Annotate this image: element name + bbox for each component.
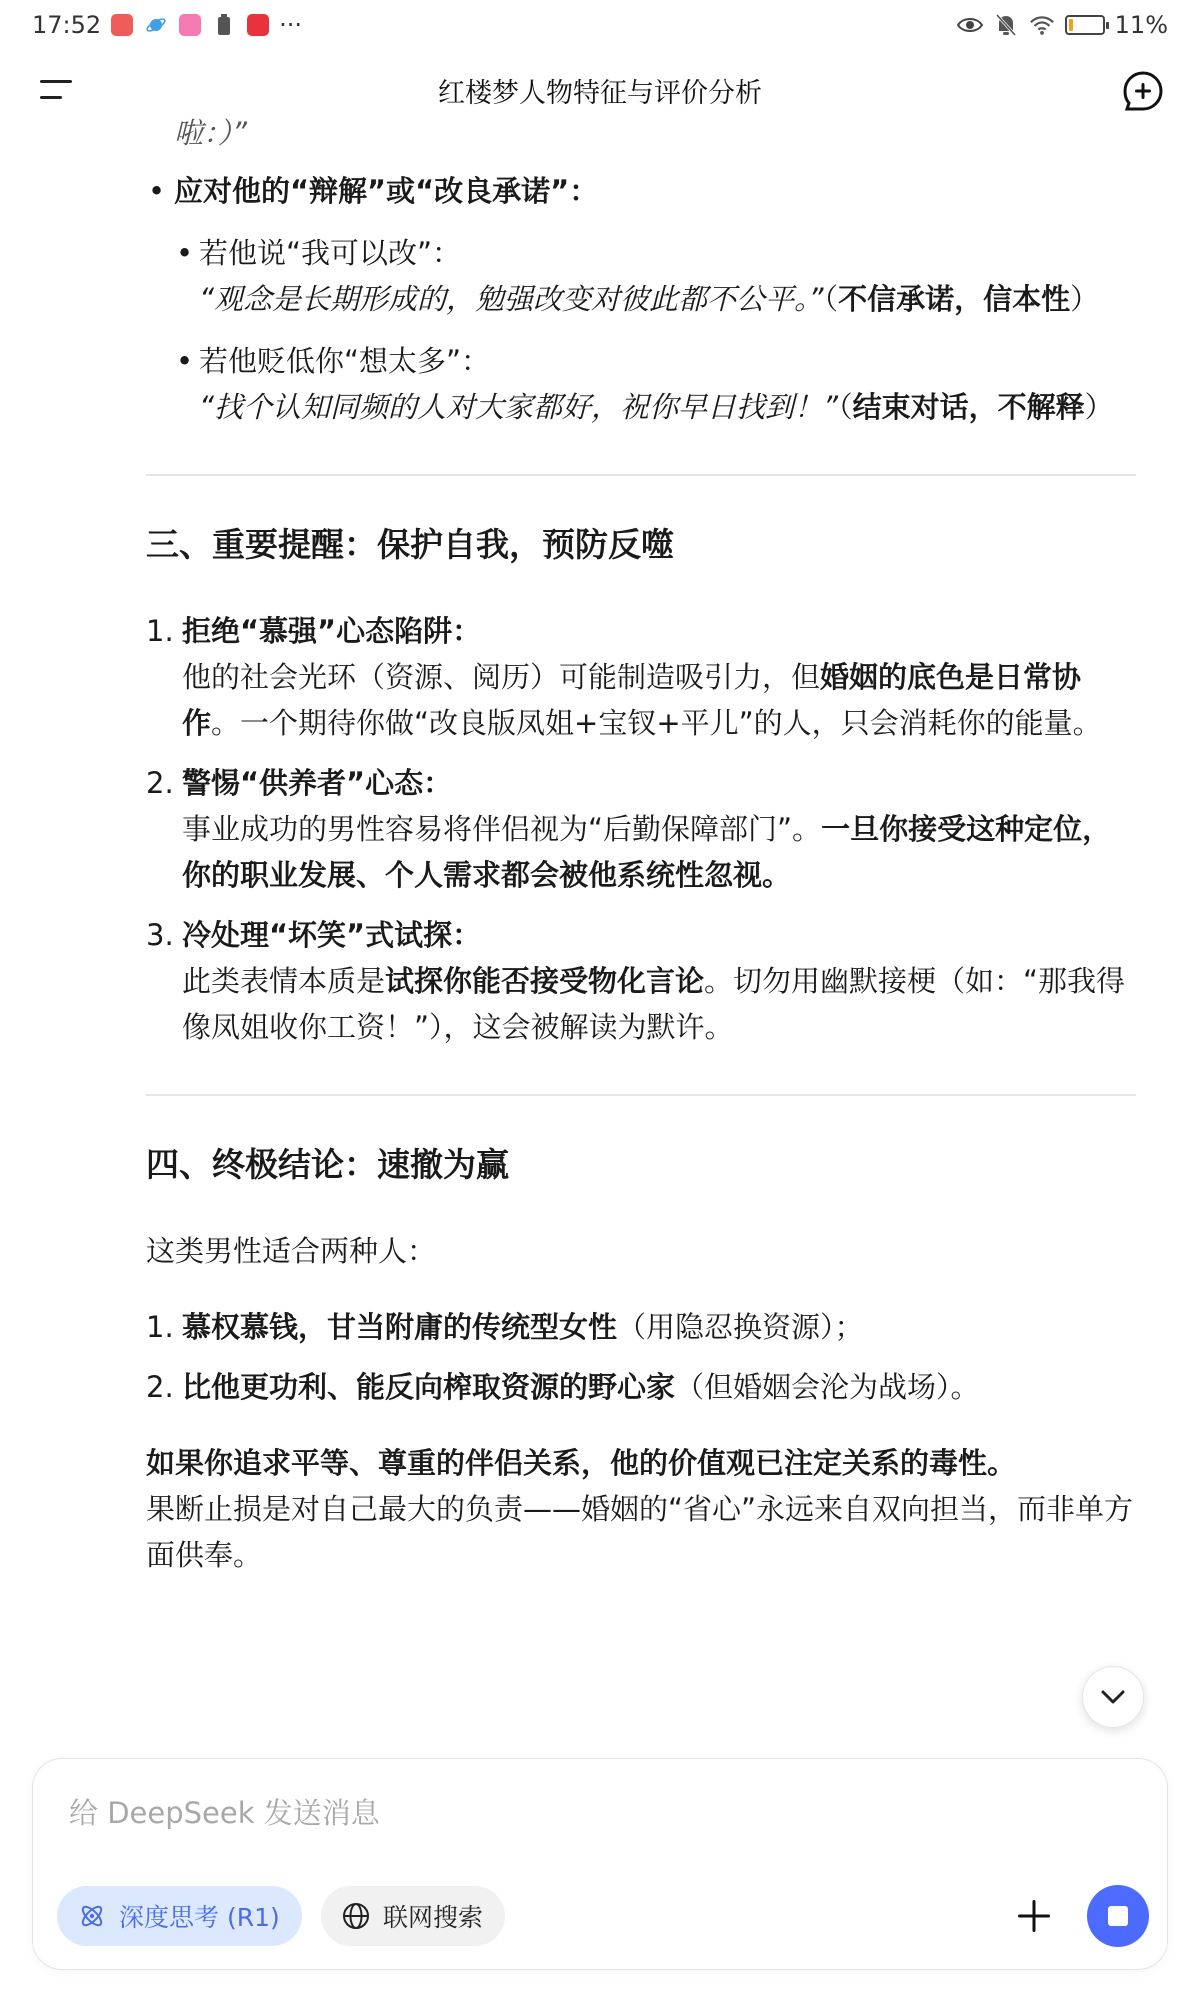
scroll-to-bottom-button[interactable]	[1082, 1666, 1144, 1728]
conclusion: 如果你追求平等、尊重的伴侣关系，他的价值观已注定关系的毒性。 果断止损是对自己最大的负责——婚姻的“省心”永远来自双向担当，而非单方面供奉。	[146, 1446, 1134, 1572]
page-title: 红楼梦人物特征与评价分析	[438, 77, 762, 109]
response-heading: • 应对他的“辩解”或“改良承诺”：	[146, 168, 1136, 214]
menu-button[interactable]	[36, 74, 76, 106]
web-search-label: 联网搜索	[383, 1903, 484, 1932]
deep-think-label: 深度思考 (R1)	[119, 1903, 280, 1932]
mute-bell-icon	[993, 12, 1019, 38]
stop-icon	[1108, 1906, 1128, 1926]
menu-icon	[36, 74, 76, 106]
more-notifications: ···	[279, 11, 303, 39]
section-heading: 三、重要提醒：保护自我，预防反噬	[146, 525, 674, 564]
list-item: 1. 拒绝“慕强”心态陷阱： 他的社会光环（资源、阅历）可能制造吸引力，但婚姻的底色是日常协作。一个期待你做“改良版凤姐+宝钗+平儿”的人，只会消耗你的能量。	[146, 614, 1102, 740]
status-time: 17:52	[32, 11, 102, 39]
assistant-message	[146, 110, 1136, 1750]
app-notification-icon	[111, 14, 133, 36]
battery-level-fill	[1069, 19, 1073, 31]
message-input[interactable]	[69, 1791, 1129, 1835]
web-search-toggle[interactable]	[321, 1886, 505, 1946]
deep-think-toggle[interactable]	[57, 1886, 302, 1946]
stop-generation-button[interactable]	[1087, 1885, 1149, 1947]
attach-button[interactable]	[1011, 1893, 1057, 1939]
atom-icon	[77, 1901, 107, 1931]
battery-icon	[1065, 15, 1105, 35]
list-item: 1. 慕权慕钱，甘当附庸的传统型女性（用隐忍换资源）；	[146, 1310, 864, 1344]
plus-icon	[1015, 1897, 1053, 1935]
chevron-down-icon	[1100, 1689, 1126, 1705]
list-item: • 若他贬低你“想太多”： “找个认知同频的人对大家都好，祝你早日找到！”（结束对话，不解释）	[146, 338, 1136, 430]
new-chat-icon	[1120, 68, 1166, 114]
quote-tail: 啦：）”	[174, 116, 248, 150]
planet-app-icon	[143, 12, 169, 38]
wifi-icon	[1029, 12, 1055, 38]
battery-saver-icon	[211, 12, 237, 38]
list-item: 3. 冷处理“坏笑”式试探： 此类表情本质是试探你能否接受物化言论。切勿用幽默接梗（如：“那我得像凤姐收你工资！”），这会被解读为默许。	[146, 918, 1126, 1044]
section-heading: 四、终极结论：速撤为赢	[146, 1145, 509, 1184]
video-app-icon	[179, 14, 201, 36]
battery-percent: 11%	[1114, 11, 1168, 39]
globe-icon	[341, 1901, 371, 1931]
list-item: 2. 比他更功利、能反向榨取资源的野心家（但婚姻会沦为战场）。	[146, 1370, 980, 1404]
section-intro: 这类男性适合两种人：	[146, 1234, 437, 1268]
list-item: 2. 警惕“供养者”心态： 事业成功的男性容易将伴侣视为“后勤保障部门”。一旦你接受这种定位，你的职业发展、个人需求都会被他系统性忽视。	[146, 766, 1112, 892]
shopping-app-icon	[247, 14, 269, 36]
message-composer	[32, 1758, 1168, 1970]
eye-icon	[957, 12, 983, 38]
divider	[146, 474, 1136, 476]
divider	[146, 1094, 1136, 1096]
new-chat-button[interactable]	[1120, 68, 1166, 114]
status-bar	[0, 0, 1200, 50]
list-item: • 若他说“我可以改”： “观念是长期形成的，勉强改变对彼此都不公平。”（不信承诺，信本性）	[146, 230, 1136, 322]
